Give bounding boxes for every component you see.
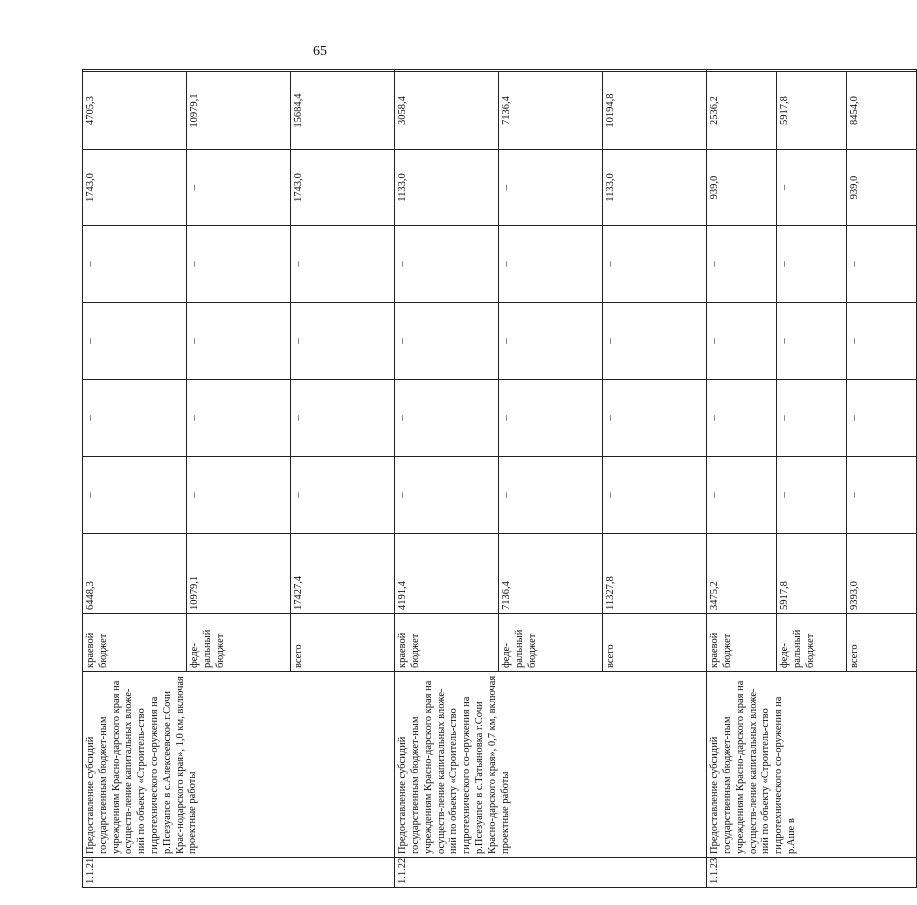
amount-cell: 10979,1	[187, 72, 291, 150]
funding-source: краевой бюджет	[83, 614, 187, 672]
amount-cell: 7136,4	[499, 72, 603, 150]
budget-table	[82, 69, 917, 888]
amount-cell: 939,0	[707, 150, 777, 226]
amount-cell: –	[777, 380, 847, 457]
amount-cell: 4705,3	[83, 72, 187, 150]
amount-cell: –	[847, 457, 917, 534]
amount-cell: 4191,4	[395, 534, 499, 614]
amount-cell: 5917,8	[777, 72, 847, 150]
amount-cell: 1133,0	[395, 150, 499, 226]
amount-cell: –	[83, 380, 187, 457]
amount-cell: –	[187, 457, 291, 534]
row-number: 1.1.22	[395, 858, 707, 888]
amount-cell: 5917,8	[777, 534, 847, 614]
amount-cell: –	[83, 303, 187, 380]
measure-description: Предоставление субсидий государственным бюджет-ным учреждениям Красно-дарского края на осуществ-ление капитальных вложе-ний по объекту «Строитель-ство гидротехнического со-оружения на р.Псезуапсе в с.Татьяновка г.Сочи Красно-дарского края», 0,7 км, включая проектные работы	[395, 672, 707, 858]
measure-description: Предоставление субсидий государственным бюджет-ным учреждениям Красно-дарского края на осуществ-ление капитальных вложе-ний по объекту «Строитель-ство гидротехнического со-оружения на р.Псезуапсе в с.Алексеевское г.Сочи Крас-нодарского края», 1,0 км, включая проектные работы	[83, 672, 395, 858]
table-row	[707, 70, 777, 888]
amount-cell: –	[395, 380, 499, 457]
amount-cell: –	[707, 380, 777, 457]
amount-cell: –	[707, 303, 777, 380]
amount-cell: 9393,0	[847, 534, 917, 614]
amount-cell: 10979,1	[187, 534, 291, 614]
amount-cell: –	[847, 380, 917, 457]
amount-cell: –	[291, 380, 395, 457]
amount-cell: –	[291, 303, 395, 380]
amount-cell: –	[847, 226, 917, 303]
amount-cell: –	[603, 303, 707, 380]
amount-cell: –	[83, 457, 187, 534]
amount-cell: –	[777, 150, 847, 226]
amount-cell: 2536,2	[707, 72, 777, 150]
amount-cell: 3058,4	[395, 72, 499, 150]
amount-cell: –	[187, 226, 291, 303]
amount-cell: –	[395, 226, 499, 303]
amount-cell: –	[707, 226, 777, 303]
table-body	[83, 70, 917, 888]
amount-cell: –	[499, 380, 603, 457]
amount-cell: 1743,0	[291, 150, 395, 226]
amount-cell: –	[187, 303, 291, 380]
amount-cell: 1743,0	[83, 150, 187, 226]
amount-cell: 15684,4	[291, 72, 395, 150]
funding-source: всего	[291, 614, 395, 672]
amount-cell: –	[777, 226, 847, 303]
amount-cell: –	[777, 457, 847, 534]
amount-cell: 17427,4	[291, 534, 395, 614]
measure-description: Предоставление субсидий государственным бюджет-ным учреждениям Красно-дарского края на осуществ-ление капитальных вложе-ний по объекту «Строитель-ство гидротехнического со-оружения на р.Аше в	[707, 672, 917, 858]
amount-cell: –	[291, 457, 395, 534]
amount-cell: –	[603, 380, 707, 457]
amount-cell: –	[395, 303, 499, 380]
page-number: 65	[313, 44, 327, 59]
amount-cell: 7136,4	[499, 534, 603, 614]
amount-cell: –	[499, 150, 603, 226]
table-row	[395, 70, 499, 888]
amount-cell: –	[603, 226, 707, 303]
funding-source: краевой бюджет	[395, 614, 499, 672]
amount-cell: –	[707, 457, 777, 534]
rotated-table-container	[82, 70, 861, 888]
amount-cell: –	[847, 303, 917, 380]
funding-source: феде-ральный бюджет	[777, 614, 847, 672]
amount-cell: –	[187, 380, 291, 457]
funding-source: феде-ральный бюджет	[499, 614, 603, 672]
amount-cell: 3475,2	[707, 534, 777, 614]
funding-source: всего	[847, 614, 917, 672]
row-number: 1.1.23	[707, 858, 917, 888]
amount-cell: 10194,8	[603, 72, 707, 150]
row-number: 1.1.21	[83, 858, 395, 888]
funding-source: всего	[603, 614, 707, 672]
amount-cell: 11327,8	[603, 534, 707, 614]
amount-cell: –	[499, 226, 603, 303]
amount-cell: –	[603, 457, 707, 534]
amount-cell: –	[291, 226, 395, 303]
amount-cell: –	[499, 303, 603, 380]
amount-cell: –	[187, 150, 291, 226]
amount-cell: –	[83, 226, 187, 303]
amount-cell: 6448,3	[83, 534, 187, 614]
amount-cell: –	[395, 457, 499, 534]
amount-cell: 1133,0	[603, 150, 707, 226]
funding-source: краевой бюджет	[707, 614, 777, 672]
amount-cell: –	[499, 457, 603, 534]
amount-cell: –	[777, 303, 847, 380]
amount-cell: 8454,0	[847, 72, 917, 150]
table-row	[83, 70, 187, 888]
amount-cell: 939,0	[847, 150, 917, 226]
funding-source: феде-ральный бюджет	[187, 614, 291, 672]
